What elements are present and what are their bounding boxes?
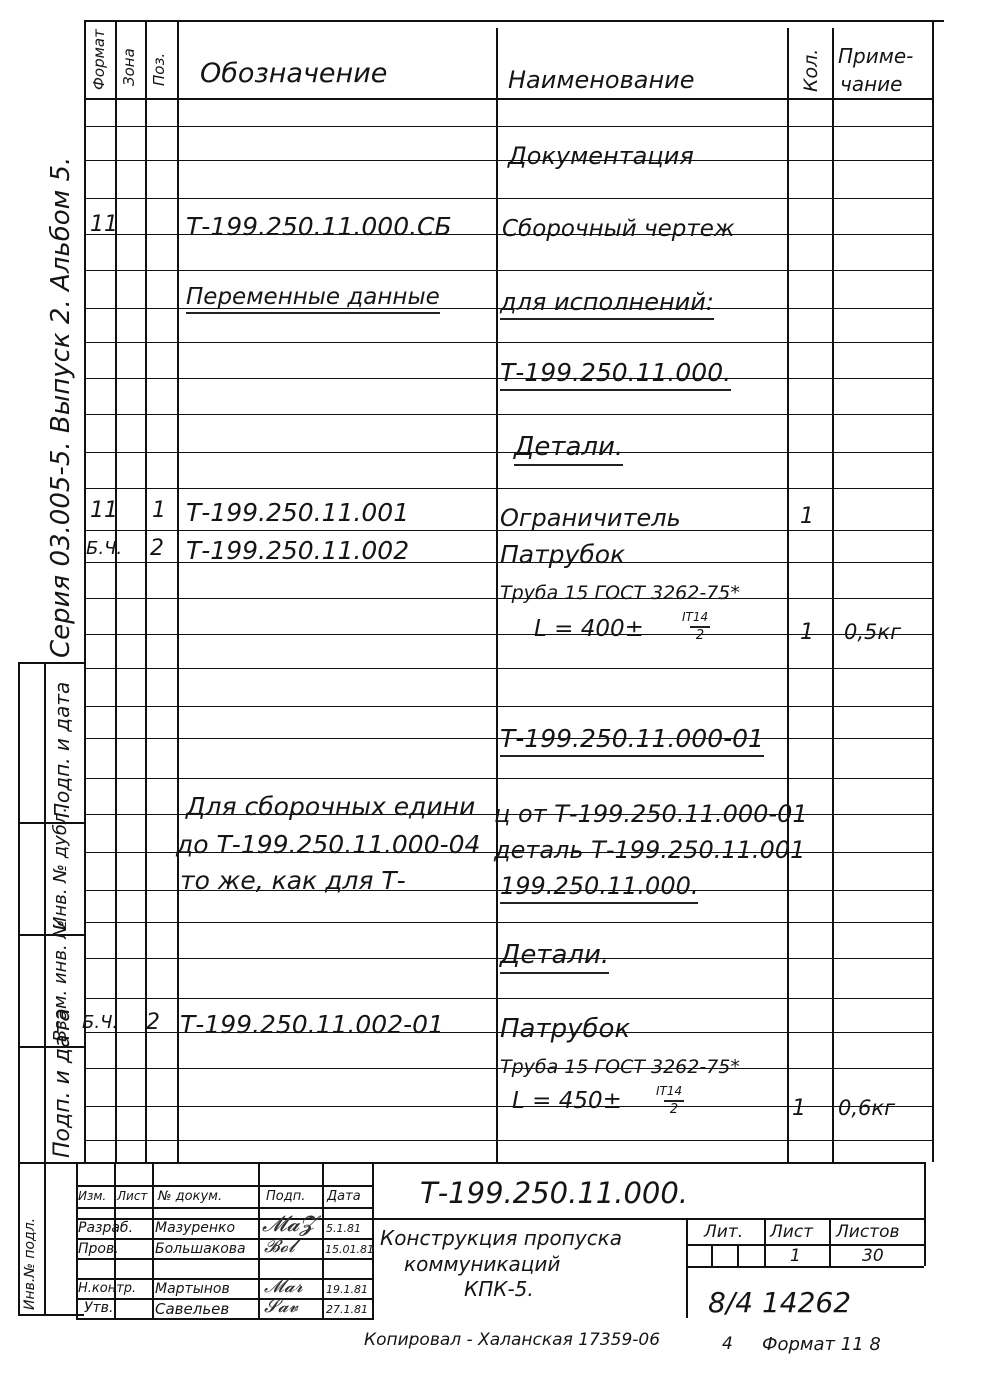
part-weight: 0,5кг — [844, 620, 902, 644]
tb-head-sheet: Лист — [117, 1189, 148, 1203]
grid-line — [115, 20, 117, 1162]
grid-line — [322, 1162, 324, 1320]
tb-role: Разраб. — [78, 1220, 134, 1236]
assembly-name: Сборочный чертеж — [502, 216, 735, 242]
part-name: Патрубок — [500, 1014, 631, 1044]
stamp-sign-date: Подп. и дата — [50, 681, 74, 818]
stamp-replace-inv: Взам. инв. № — [50, 919, 71, 1042]
length-prefix: L = 450± — [512, 1088, 622, 1114]
grid-line — [372, 1162, 374, 1320]
grid-line — [84, 20, 86, 1162]
header-note-2: чание — [840, 72, 903, 96]
tb-date: 19.1.81 — [326, 1283, 368, 1296]
assembly-code: Т-199.250.11.000.СБ — [186, 212, 452, 241]
org-code: 8/4 14262 — [708, 1286, 852, 1319]
section-documentation: Документация — [508, 142, 694, 170]
pipe-spec: Труба 15 ГОСТ 3262-75* — [500, 582, 740, 604]
tb-head-doc: № докум. — [158, 1189, 223, 1204]
row-divider — [84, 126, 932, 127]
part-qty: 1 — [792, 1096, 806, 1121]
section-details-2: Детали. — [500, 940, 609, 974]
sheet-label: Лист — [770, 1222, 814, 1242]
tb-role: Утв. — [84, 1300, 114, 1316]
tb-person: Большакова — [155, 1241, 246, 1257]
sheet-value: 1 — [790, 1246, 801, 1266]
row-divider — [84, 270, 932, 271]
grid-line — [177, 20, 179, 1162]
lit-label: Лит. — [704, 1222, 744, 1242]
stamp-inv-dup: Инв. № дубл. — [50, 806, 71, 930]
row-pos: 1 — [152, 498, 166, 523]
grid-line — [84, 20, 944, 22]
doc-title-3: КПК-5. — [464, 1277, 534, 1301]
tb-person: Мазуренко — [155, 1220, 236, 1236]
tolerance-top: IT14 — [656, 1084, 683, 1098]
header-pos: Поз. — [150, 52, 168, 86]
part-name: Ограничитель — [500, 504, 681, 532]
part-name: Патрубок — [500, 540, 626, 569]
grid-line — [737, 1244, 739, 1266]
grid-line — [76, 1185, 372, 1187]
grid-line — [18, 662, 84, 664]
tb-date: 15.01.81 — [325, 1243, 374, 1256]
grid-line — [76, 1162, 926, 1164]
grid-line — [76, 1238, 372, 1240]
signature-icon: 𝓢𝓪𝓿 — [264, 1296, 299, 1317]
row-divider — [84, 778, 932, 779]
header-qty: Кол. — [800, 48, 822, 92]
header-note-1: Приме- — [838, 44, 914, 68]
grid-line — [44, 662, 46, 1314]
note-text-left: до Т-199.250.11.000-04 — [176, 830, 481, 859]
doc-code: Т-199.250.11.000. — [420, 1176, 689, 1210]
tb-head-change: Изм. — [78, 1189, 107, 1203]
tb-role: Н.контр. — [78, 1281, 137, 1296]
row-divider — [84, 668, 932, 669]
row-divider — [84, 706, 932, 707]
grid-line — [76, 1207, 372, 1209]
row-divider — [84, 452, 932, 453]
series-label: Серия 03.005-5. Выпуск 2. Альбом 5. — [46, 156, 76, 658]
variant-base: Т-199.250.11.000. — [500, 358, 731, 391]
tolerance-bottom: 2 — [690, 626, 710, 643]
signature-icon: 𝓜𝓪𝓩 — [262, 1212, 316, 1237]
grid-line — [764, 1218, 766, 1266]
section-details-1: Детали. — [514, 432, 623, 466]
pipe-spec: Труба 15 ГОСТ 3262-75* — [500, 1056, 740, 1078]
grid-line — [76, 1258, 372, 1260]
grid-line — [932, 20, 934, 1162]
grid-line — [76, 1318, 372, 1320]
sheets-label: Листов — [836, 1222, 900, 1242]
tb-role: Пров. — [78, 1241, 119, 1257]
grid-line — [686, 1244, 924, 1246]
tb-head-date: Дата — [327, 1189, 361, 1204]
grid-line — [258, 1162, 260, 1320]
length-prefix: L = 400± — [534, 616, 644, 642]
header-format: Формат — [90, 29, 108, 90]
grid-line — [152, 1162, 154, 1320]
row-divider — [84, 922, 932, 923]
grid-line — [686, 1266, 924, 1268]
grid-line — [924, 1162, 926, 1266]
grid-line — [18, 662, 20, 1314]
part-code: Т-199.250.11.002-01 — [180, 1010, 444, 1039]
note-text-right: 199.250.11.000. — [500, 872, 698, 904]
header-designation: Обозначение — [200, 58, 388, 89]
part-code: Т-199.250.11.002 — [186, 536, 410, 565]
grid-line — [18, 1314, 84, 1316]
grid-line — [76, 1278, 372, 1280]
grid-line — [711, 1244, 713, 1266]
doc-title-1: Конструкция пропуска — [380, 1226, 623, 1250]
variants-label: для исполнений: — [500, 288, 714, 320]
row-format: 11 — [90, 212, 118, 237]
grid-line — [829, 1218, 831, 1266]
variable-data-label: Переменные данные — [186, 284, 440, 314]
tb-person: Савельев — [155, 1300, 230, 1318]
row-pos: 2 — [150, 536, 164, 561]
part-qty: 1 — [800, 504, 814, 529]
header-name: Наименование — [508, 66, 695, 94]
tb-head-sign: Подп. — [266, 1189, 306, 1204]
note-text-right: деталь Т-199.250.11.001 — [494, 836, 806, 864]
grid-line — [145, 20, 147, 1162]
grid-line — [686, 1218, 688, 1318]
header-divider — [84, 98, 934, 100]
row-format: Б.Ч. — [86, 538, 123, 559]
row-divider — [84, 198, 932, 199]
variant-01: Т-199.250.11.000-01 — [500, 724, 764, 757]
row-format: 11 — [90, 498, 118, 523]
part-qty: 1 — [800, 620, 814, 645]
part-weight: 0,6кг — [838, 1096, 896, 1120]
note-text-right: ц от Т-199.250.11.000-01 — [494, 800, 808, 828]
doc-title-2: коммуникаций — [404, 1252, 561, 1276]
row-pos: 2 — [146, 1010, 160, 1035]
row-divider — [84, 1140, 932, 1141]
row-format: Б.Ч. — [82, 1012, 119, 1033]
tolerance-top: IT14 — [682, 610, 709, 624]
tb-person: Мартынов — [155, 1281, 230, 1297]
row-divider — [84, 998, 932, 999]
note-text-left: Для сборочных едини — [186, 792, 476, 821]
part-code: Т-199.250.11.001 — [186, 498, 410, 527]
stamp-inv-orig: Инв.№ подл. — [22, 1217, 38, 1310]
row-divider — [84, 488, 932, 489]
row-divider — [84, 342, 932, 343]
format-label: Формат 11 8 — [762, 1334, 881, 1355]
tb-date: 5.1.81 — [326, 1222, 361, 1235]
signature-icon: 𝓑𝓸𝓵 — [264, 1236, 296, 1257]
sheets-value: 30 — [862, 1246, 884, 1266]
row-divider — [84, 414, 932, 415]
tb-date: 27.1.81 — [326, 1303, 368, 1316]
signature-icon: 𝓜𝓪𝓻 — [264, 1276, 303, 1297]
tolerance-bottom: 2 — [664, 1100, 684, 1117]
header-zone: Зона — [120, 48, 138, 86]
stamp-sign-date-2: Подп. и дата — [50, 1008, 75, 1158]
copied-by: Копировал - Халанская 17359-06 — [364, 1330, 661, 1350]
page-number: 4 — [722, 1334, 733, 1354]
note-text-left: то же, как для Т- — [180, 866, 406, 895]
